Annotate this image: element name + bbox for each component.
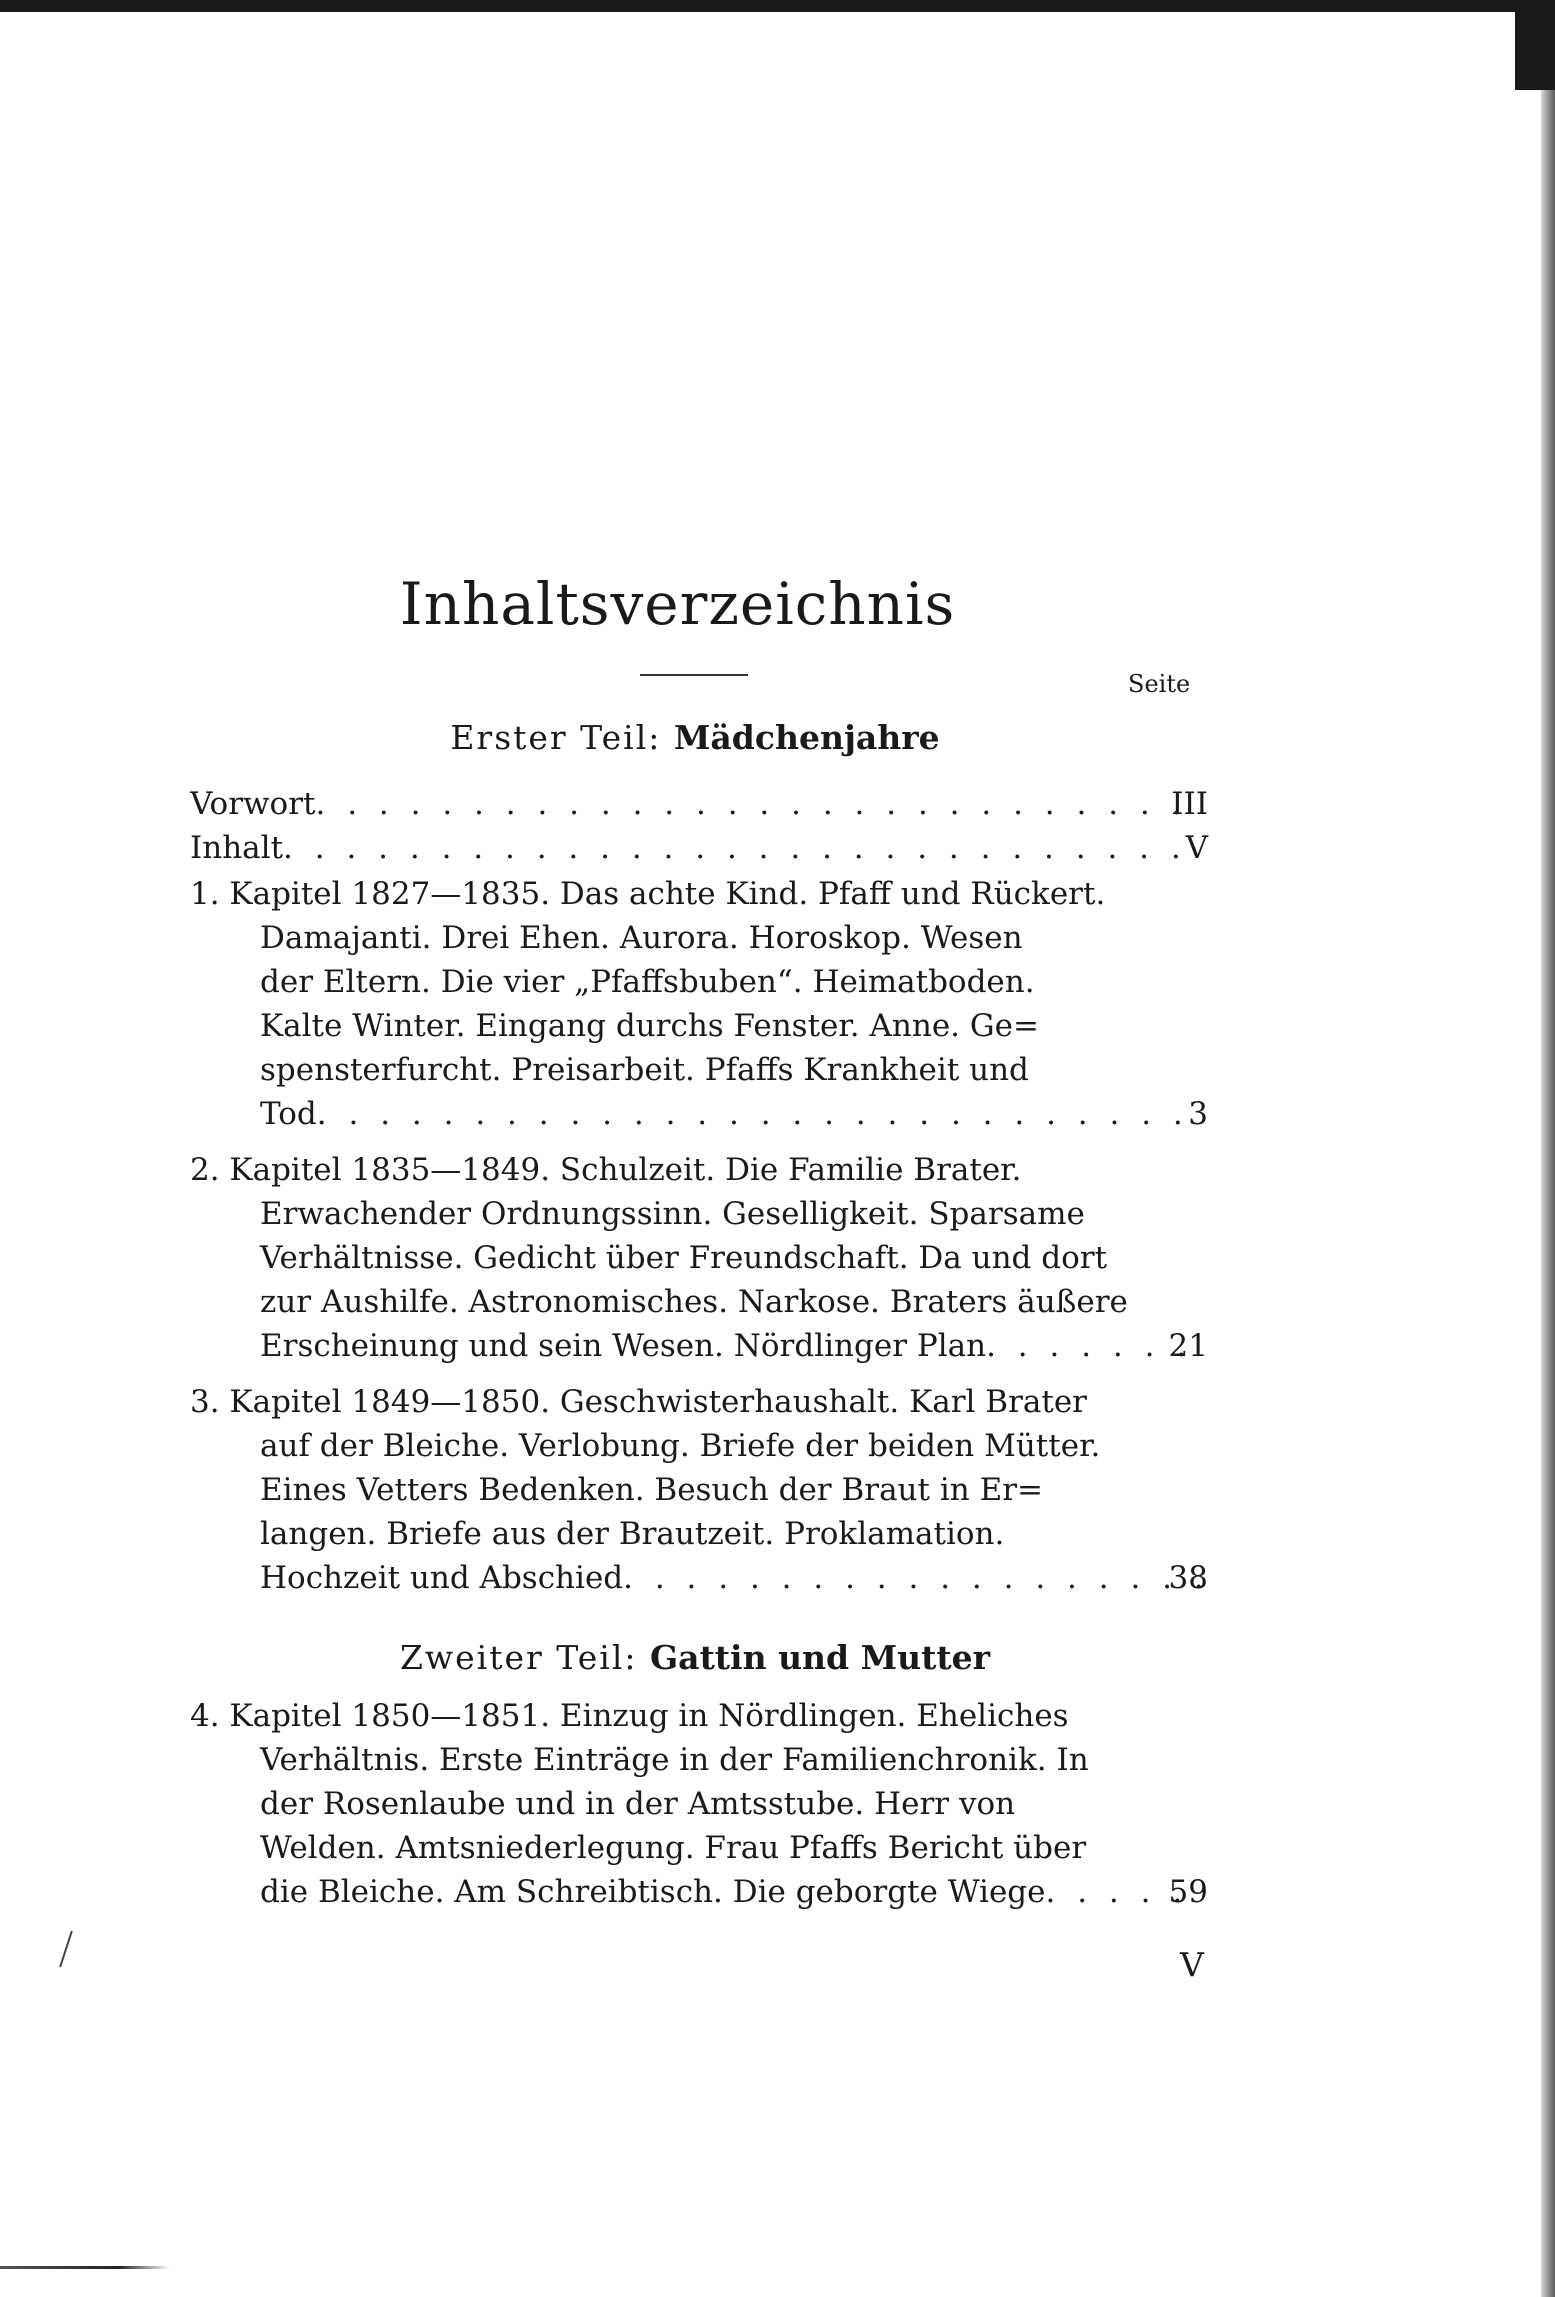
toc-entry-line: der Rosenlaube und in der Amtsstube. Herr von — [260, 1786, 1016, 1822]
title-rule — [640, 674, 748, 676]
toc-entry-line — [190, 1870, 1205, 1914]
toc-entry-line — [190, 1556, 1205, 1600]
toc-page-number: 59 — [1168, 1874, 1208, 1910]
toc-entry-line: 4. Kapitel 1850—1851. Einzug in Nördlingen. Eheliches — [190, 1698, 1069, 1734]
toc-entry-line: Verhältnisse. Gedicht über Freundschaft. Da und dort — [260, 1240, 1108, 1276]
toc-entry-line: spensterfurcht. Preisarbeit. Pfaffs Krankheit und — [260, 1052, 1029, 1088]
part-prefix: Erster Teil: — [450, 718, 662, 757]
toc-entry-text: Inhalt — [190, 830, 284, 866]
page-folio: V — [1180, 1945, 1204, 1984]
toc-entry-line: zur Aushilfe. Astronomisches. Narkose. Braters äußere — [260, 1284, 1128, 1320]
toc-entry-line: auf der Bleiche. Verlobung. Briefe der beiden Mütter. — [260, 1428, 1101, 1464]
toc-page-number: III — [1171, 786, 1208, 822]
toc-entry-line: Verhältnis. Erste Einträge in der Familienchronik. In — [260, 1742, 1089, 1778]
toc-page-number: V — [1185, 830, 1208, 866]
toc-entry-line: der Eltern. Die vier „Pfaffsbuben“. Heimatboden. — [260, 964, 1035, 1000]
part-name: Gattin und Mutter — [650, 1638, 991, 1677]
dot-leader — [283, 826, 1205, 870]
toc-entry-line: 3. Kapitel 1849—1850. Geschwisterhaushalt. Karl Brater — [190, 1384, 1088, 1420]
toc-entry-line — [190, 1324, 1205, 1368]
toc-entry-line — [190, 826, 1205, 870]
toc-entry-text: Hochzeit und Abschied — [260, 1560, 624, 1596]
toc-entry-text: die Bleiche. Am Schreibtisch. Die geborgte Wiege — [260, 1874, 1046, 1910]
dot-leader — [317, 1092, 1205, 1136]
part-name: Mädchenjahre — [673, 718, 940, 757]
toc-entry-line: 2. Kapitel 1835—1849. Schulzeit. Die Familie Brater. — [190, 1152, 1022, 1188]
toc-entry-text: Erscheinung und sein Wesen. Nördlinger Plan — [260, 1328, 987, 1364]
toc-page-number: 38 — [1168, 1560, 1208, 1596]
page-column-label: Seite — [1128, 670, 1191, 698]
toc-entry-line: langen. Briefe aus der Brautzeit. Proklamation. — [260, 1516, 1005, 1552]
toc-entry-chapter-4 — [190, 1694, 1205, 1914]
toc-entry-line: Damajanti. Drei Ehen. Aurora. Horoskop. Wesen — [260, 920, 1023, 956]
toc-entry-text: Tod — [260, 1096, 317, 1132]
part-heading-2 — [0, 1638, 1390, 1677]
toc-entry-chapter-2 — [190, 1148, 1205, 1368]
toc-page-number: 3 — [1188, 1096, 1208, 1132]
toc-page-number: 21 — [1168, 1328, 1208, 1364]
toc-entry-chapter-1 — [190, 872, 1205, 1136]
toc-entry-line: Erwachender Ordnungssinn. Geselligkeit. Sparsame — [260, 1196, 1085, 1232]
toc-entry-line — [190, 782, 1205, 826]
dot-leader — [316, 782, 1206, 826]
part-prefix: Zweiter Teil: — [399, 1638, 638, 1677]
toc-entry-vorwort — [190, 782, 1205, 826]
toc-entry-line: Kalte Winter. Eingang durchs Fenster. Anne. Ge= — [260, 1008, 1039, 1044]
toc-entry-chapter-3 — [190, 1380, 1205, 1600]
part-heading-1 — [0, 718, 1390, 757]
toc-entry-line — [190, 1092, 1205, 1136]
toc-entry-inhalt — [190, 826, 1205, 870]
toc-entry-line: 1. Kapitel 1827—1835. Das achte Kind. Pfaff und Rückert. — [190, 876, 1106, 912]
page-title: Inhaltsverzeichnis — [399, 570, 956, 638]
toc-entry-line: Eines Vetters Bedenken. Besuch der Braut in Er= — [260, 1472, 1043, 1508]
toc-entry-text: Vorwort — [190, 786, 316, 822]
toc-entry-line: Welden. Amtsniederlegung. Frau Pfaffs Bericht über — [260, 1830, 1087, 1866]
